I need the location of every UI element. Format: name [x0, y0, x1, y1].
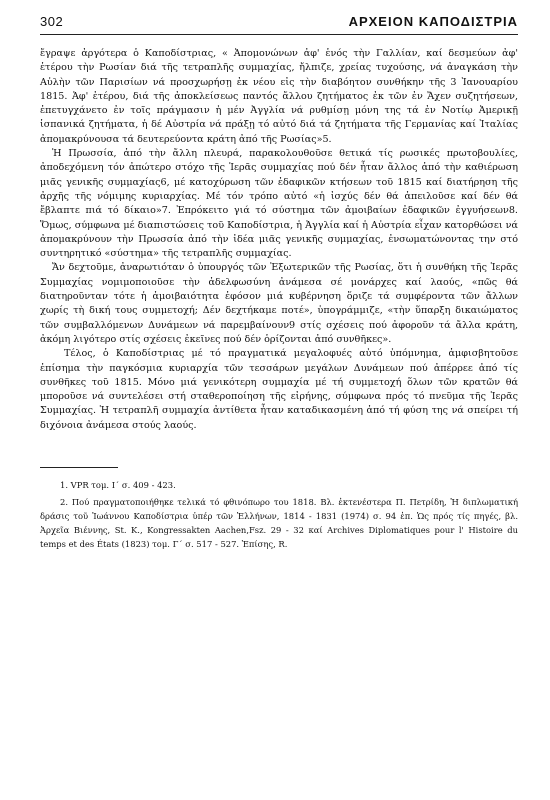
body-text: [40, 47, 518, 433]
page-number: 302: [40, 14, 64, 29]
page-header: [40, 14, 518, 35]
paragraph: ἔγραψε ἀργότερα ὁ Καποδίστριας, « Ἀπομονώνων ἀφ' ἑνός τὴν Γαλλίαν, καί δεσμεύων ἀφ' ἑτέρου τὴν Ρωσίαν διά τῆς τετραπλῆς συμμαχίας, ἤλπιζε, χρείας τυχούσης, νά ἀναγκάση τὴν Αὐλὴν τῶν Παρισίων νά προσχωρήσῃ ἐκ νέου εἰς τὴν διαβόητον συνθήκην τῆς 3 Ἰανουαρίου 1815. Ἀφ' ἑτέρου, διά τῆς ἀποκλείσεως παντός ἄλλου ζητήματος ἐκ τῶν ἐν Ἄχεν συζητήσεων, ἐπετυγχάνετο ἐν τοῖς πράγμασιν ἡ μέν Ἀγγλία νά ρυθμίσῃ μόνη της τά ἐν Νοτίῳ Ἀμερικῇ ἱσπανικά ζητήματα, ἡ δέ Αὐστρία νά πράξῃ τό αὐτό διά τά ζητήματα τῆς Γερμανίας καί Ἰταλίας ἀπομακρύνουσα τά δευτερεύοντα κράτη ἀπό τῆς Ρωσίας»5.: [40, 48, 518, 145]
paragraph: Τέλος, ὁ Καποδίστριας μέ τό πραγματικά μεγαλοφυές αὐτό ὑπόμνημα, ἀμφισβητοῦσε ἐπίσημα τὴν παγκόσμια κυριαρχία τῶν τεσσάρων μεγάλων Δυνάμεων πού ἀπέρρεε ἀπό τίς συνθῆκες τοῦ 1815. Μόνο μιά γενικότερη συμμαχία μέ τή συμμετοχή ὅλων τῶν κρατῶν θά μποροῦσε νά συντελέσει στή σταθεροποίηση τῆς εἰρήνης, σύμφωνα πρός τό πνεῦμα τῆς Ἱερᾶς Συμμαχίας. Ἡ τετραπλῆ συμμαχία ἀντίθετα ἦταν καταδικασμένη ἀπό τή φύση της νά σπείρει τή διχόνοια ἀνάμεσα στούς λαούς.: [40, 348, 518, 431]
running-title: ΑΡΧΕΙΟΝ ΚΑΠΟΔΙΣΤΡΙΑ: [348, 14, 518, 29]
footnotes: [40, 478, 518, 551]
footnote: 2. Πού πραγματοποιήθηκε τελικά τό φθινόπωρο του 1818. Βλ. ἐκτενέστερα Π. Πετρίδη, Ἡ διπλωματική δράσις τοῦ Ἰωάννου Καποδίστρια ὑπέρ τῶν Ἑλλήνων, 1814 - 1831 (1974) σ. 94 ἑπ. Ὡς πρός τίς πηγές, βλ. Ἀρχεῖα Βιέννης, St. K., Kongressakten Aachen,Fsz. 29 - 32 καί Archives Diplomatiques pour l' Histoire du temps et des États (1823) τομ. Γ΄ σ. 517 - 527. Ἐπίσης, R.: [40, 497, 518, 550]
footnote: 1. VPR τομ. Ι΄ σ. 409 - 423.: [60, 480, 176, 491]
paragraph: Ἡ Πρωσσία, ἀπό τὴν ἄλλη πλευρά, παρακολουθοῦσε θετικά τίς ρωσικές πρωτοβουλίες, ἀποδεχόμενη τόν ἀπώτερο στόχο τῆς Ἱερᾶς συμμαχίας πού δέν ἦταν ἄλλος ἀπό τὴν καθιέρωση μιᾶς γενικῆς συμμαχίας6, μέ κατοχύρωση τῶν ἐδαφικῶν κτήσεων τοῦ 1815 καί διατήρηση τῆς ἀρχῆς τῆς νόμιμης κυριαρχίας. Μέ τόν τρόπο αὐτό «ἡ ἰσχύς δέν θά ἀπειλοῦσε καί δέν θά ἔβλαπτε πιά τό δίκαιο»7. Ἐπρόκειτο γιά τό σύστημα τῶν ἀμοιβαίων ἐδαφικῶν ἐγγυήσεων8. Ὅμως, σύμφωνα μέ διαπιστώσεις τοῦ Καποδίστρια, ἡ Ἀγγλία καί ἡ Αὐστρία εἶχαν κατορθώσει νά ἀπομακρύνουν τὴν Πρωσσία ἀπό τὴν ἰδέα μιᾶς γενικῆς συμμαχίας, ἐνσωματώνοντας την στό συντηρητικό «σύστημα» τῆς τετραπλῆς συμμαχίας.: [40, 148, 518, 260]
footnote-divider: [40, 467, 118, 468]
paragraph: Ἄν δεχτοῦμε, ἀναρωτιόταν ὁ ὑπουργός τῶν Ἐξωτερικῶν τῆς Ρωσίας, ὅτι ἡ συνθήκη τῆς Ἱερᾶς Συμμαχίας νομιμοποιοῦσε τὴν ἀδελφωσύνη ἀνάμεσα σέ μονάρχες καί λαούς, «πῶς θά διατηροῦνταν τότε ἡ ἀμοιβαιότητα ἐφόσον μιά κυβέρνηση ὅριζε τά συμφέροντα τῶν ἄλλων χωρίς τὴ δική τους συμμετοχή; Δέν δεχτήκαμε ποτέ», ὑπογράμμιζε, «τὴν ὕπαρξη δικαιώματος τῶν συμβαλλόμενων Δυνάμεων νά παρεμβαίνουν9 στίς σχέσεις πού ἀφοροῦν τά ἄλλα κράτη, ἀκόμη λιγότερο στίς σχέσεις ἐκεῖνες πού δέν ὁρίζονται ἀπό συνθῆκες».: [40, 262, 518, 345]
